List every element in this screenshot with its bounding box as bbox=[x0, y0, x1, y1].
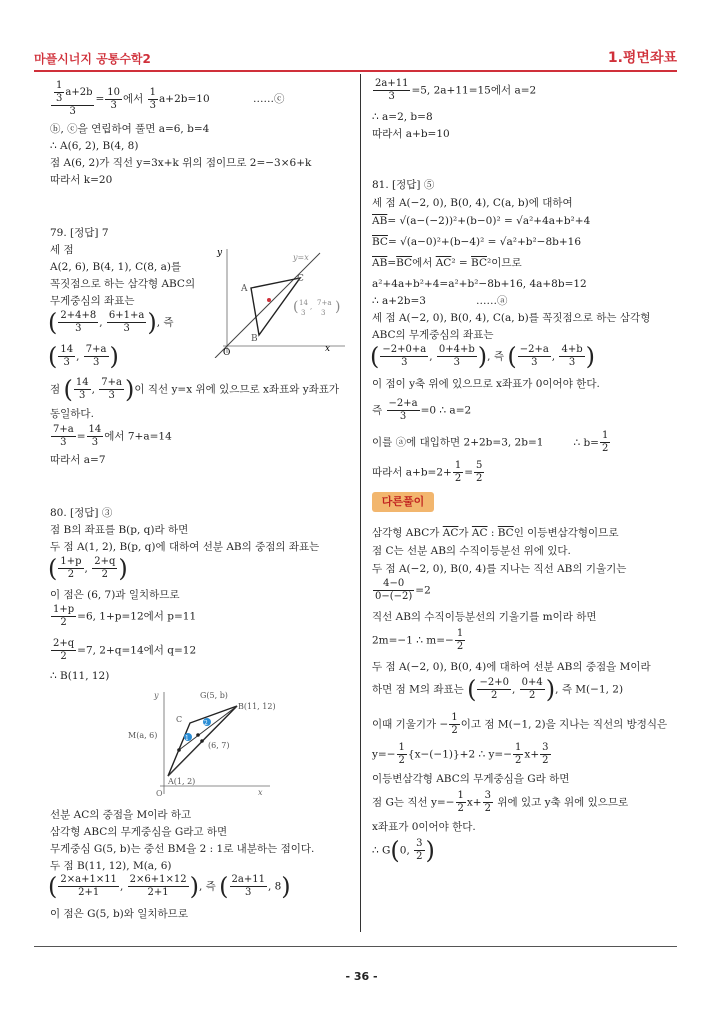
p80-line-f: $\frac{2+q}{2}$ =7, 2+q=14에서 q=12 bbox=[53, 638, 197, 662]
centroid-n2: 7+a bbox=[317, 299, 332, 307]
origin-label: O bbox=[223, 348, 231, 358]
p79-line-d: 무게중심의 좌표는 bbox=[50, 295, 135, 307]
left-line-3: ∴ A(6, 2), B(4, 8) bbox=[50, 140, 139, 152]
centroid-d2: 3 bbox=[321, 309, 326, 317]
p80-line-b: 두 점 A(1, 2), B(p, q)에 대하여 선분 AB의 중점의 좌표는 bbox=[50, 541, 320, 553]
p80-line-h: 선분 AC의 중점을 M이라 하고 bbox=[50, 809, 192, 821]
figure-79 bbox=[205, 243, 350, 358]
alt-line-f: 2m=−1 ∴ m=− $\frac{1}{2}$ bbox=[372, 628, 464, 652]
p79-line-c: 꼭짓점으로 하는 삼각형 ABC의 bbox=[50, 278, 196, 290]
left-line-5: 따라서 k=20 bbox=[50, 174, 113, 186]
footer-rule bbox=[34, 946, 677, 947]
p81-line-d: ∴ a+2b=3 ……ⓐ bbox=[372, 295, 508, 307]
p81-line-e: 세 점 A(−2, 0), B(0, 4), C(a, b)를 꼭짓점으로 하는 삼각형 bbox=[372, 312, 651, 324]
chapter-title: 1.평면좌표 bbox=[607, 50, 677, 66]
point-67 bbox=[200, 739, 204, 743]
line-label: y=x bbox=[293, 253, 309, 262]
point-g bbox=[196, 733, 200, 737]
p80-line-e: $\frac{1+p}{2}$ =6, 1+p=12에서 p=11 bbox=[53, 604, 197, 628]
p79-centroid-expr: ( $\frac{2+4+8}{3}$ , $\frac{6+1+a}{3}$ ), 즉 bbox=[48, 308, 174, 337]
alt-line-g: 두 점 A(−2, 0), B(0, 4)에 대하여 선분 AB의 중점을 M이라 bbox=[372, 661, 651, 673]
point-m-label: M(a, 6) bbox=[128, 731, 158, 740]
centroid-n1: 14 bbox=[299, 299, 308, 307]
x-label: x bbox=[258, 788, 263, 797]
header-rule bbox=[34, 70, 677, 72]
p81-line-c: a²+4a+b²+4=a²+b²−8b+16, 4a+8b=12 bbox=[372, 278, 587, 290]
alt-line-m: x좌표가 0이어야 한다. bbox=[372, 821, 476, 833]
column-divider bbox=[360, 74, 361, 932]
p79-line-k: 따라서 a=7 bbox=[50, 454, 106, 466]
point-b-label: B bbox=[251, 334, 258, 344]
svg-text:,: , bbox=[310, 303, 313, 311]
problem-79-title: 79. [정답] 7 bbox=[50, 227, 109, 239]
p79-line-i: 동일하다. bbox=[50, 408, 94, 420]
problem-80-title: 80. [정답] ③ bbox=[50, 507, 113, 519]
p79-line-h: 점 ( $\frac{14}{3}$ , $\frac{7+a}{3}$ )이 직선 y=x 위에 있으므로 x좌표와 y좌표가 bbox=[50, 375, 340, 404]
origin-label: O bbox=[156, 789, 163, 798]
point-b-label: B(11, 12) bbox=[238, 702, 276, 711]
alternate-solution-badge: 다른풀이 bbox=[372, 492, 434, 512]
alt-line-e: 직선 AB의 수직이등분선의 기울기를 m이라 하면 bbox=[372, 611, 597, 623]
y-label: y bbox=[154, 691, 159, 700]
left-line-4: 점 A(6, 2)가 직선 y=3x+k 위의 점이므로 2=−3×6+k bbox=[50, 157, 312, 169]
alt-line-k: 이등변삼각형 ABC의 무게중심을 G라 하면 bbox=[372, 773, 570, 785]
p80-midpoint-expr: ( $\frac{1+p}{2}$ , $\frac{2+q}{2}$ ) bbox=[48, 554, 128, 583]
p80-line-j: 무게중심 G(5, b)는 중선 BM을 2 : 1로 내분하는 점이다. bbox=[50, 843, 315, 855]
centroid-point bbox=[267, 298, 271, 302]
alt-line-a: 삼각형 ABC가 $\overline{AC}$가 $\overline{AC}$ : $\overline{BC}$인 이등변삼각형이므로 bbox=[372, 527, 619, 539]
alt-line-n: ∴ G(0, $\frac{3}{2}$ ) bbox=[372, 836, 435, 865]
left-line-1: $\frac{1}{3}$ a+2b 3 = $\frac{10}{3}$ 에서 $\frac{1}{3}$ a+2b=10 ……ⓒ bbox=[50, 80, 285, 118]
alt-line-l: 점 G는 직선 y=− $\frac{1}{2}$ x+ $\frac{3}{2}$ 위에 있고 y축 위에 있으므로 bbox=[372, 790, 629, 814]
svg-text:): ) bbox=[335, 299, 341, 315]
p80-line-d: 이 점은 (6, 7)과 일치하므로 bbox=[50, 589, 180, 601]
alt-line-h: 하면 점 M의 좌표는 ( $\frac{-2+0}{2}$ , $\frac{0+4}{2}$ ), 즉 M(−1, 2) bbox=[372, 675, 624, 704]
point-a-label: A bbox=[241, 284, 248, 294]
p81-centroid-expr: ( $\frac{-2+0+a}{3}$ , $\frac{0+4+b}{3}$ ), 즉 ( $\frac{-2+a}{3}$ , $\frac{4+b}{3}$ ) bbox=[370, 342, 596, 371]
centroid-d1: 3 bbox=[301, 309, 306, 317]
p81-line-bc: $\overline{BC}= √(a-0)^2+(b-4)^2 = √a^2+b^2-8b+16$ bbox=[372, 236, 582, 248]
book-title: 마플시너지 공통수학2 bbox=[34, 52, 151, 66]
p81-line-a: 세 점 A(−2, 0), B(0, 4), C(a, b)에 대하여 bbox=[372, 197, 573, 209]
p80-division-expr: ( $\frac{2\times a+1\times 11}{2+1}$ , $\frac{2\times 6+1\times 12}{2+1}$ ), 즉 ( $\frac{2a+11}{3}$ , 8) bbox=[48, 872, 291, 901]
p80-line-k: 두 점 B(11, 12), M(a, 6) bbox=[50, 860, 172, 872]
left-line-2: ⓑ, ⓒ을 연립하여 풀면 a=6, b=4 bbox=[50, 123, 210, 135]
p81-line-h: 이 점이 y축 위에 있으므로 x좌표가 0이어야 한다. bbox=[372, 378, 600, 390]
p80-line-g: ∴ B(11, 12) bbox=[50, 670, 110, 682]
alt-line-c: 두 점 A(−2, 0), B(0, 4)를 지나는 직선 AB의 기울기는 bbox=[372, 563, 627, 575]
p79-line-j: $\frac{7+a}{3}$ = $\frac{14}{3}$ 에서 7+a=14 bbox=[53, 424, 172, 448]
point-67-label: (6, 7) bbox=[208, 741, 230, 750]
alt-line-b: 점 C는 선분 AB의 수직이등분선 위에 있다. bbox=[372, 545, 571, 557]
alt-line-j: y=− $\frac{1}{2}$ {x−(−1)}+2 ∴ y=− $\frac{1}{2}$ x+ $\frac{3}{2}$ bbox=[372, 742, 549, 766]
figure-80 bbox=[120, 686, 290, 804]
x-label: x bbox=[325, 344, 331, 354]
svg-text:(: ( bbox=[293, 299, 299, 315]
p81-line-f: ABC의 무게중심의 좌표는 bbox=[372, 329, 494, 341]
y-label: y bbox=[217, 248, 223, 258]
point-g-label: G(5, b) bbox=[200, 691, 228, 700]
right-line-2: ∴ a=2, b=8 bbox=[372, 111, 433, 123]
p81-line-i: 즉 $\frac{-2+a}{3}$ =0 ∴ a=2 bbox=[372, 398, 472, 422]
p81-line-j: 이를 ⓐ에 대입하면 2+2b=3, 2b=1 ∴ b= $\frac{1}{2}$ bbox=[372, 430, 609, 454]
problem-81-title: 81. [정답] ⑤ bbox=[372, 179, 435, 191]
ratio-two-label: 2 bbox=[204, 720, 208, 727]
p81-line-k: 따라서 a+b=2+ $\frac{1}{2}$ = $\frac{5}{2}$ bbox=[372, 460, 483, 484]
fraction: $\frac{1}{3}$ a+2b 3 bbox=[51, 80, 94, 118]
alt-line-d: $\frac{4-0}{0-(-2)}$ =2 bbox=[375, 578, 431, 602]
point-m bbox=[177, 748, 181, 752]
p79-line-b: A(2, 6), B(4, 1), C(8, a)를 bbox=[50, 261, 182, 273]
p79-centroid-simplified: ( $\frac{14}{3}$ , $\frac{7+a}{3}$ ) bbox=[48, 342, 119, 371]
ratio-one-label: 1 bbox=[185, 735, 189, 742]
page-number: - 36 - bbox=[345, 970, 378, 983]
p80-line-m: 이 점은 G(5, b)와 일치하므로 bbox=[50, 908, 188, 920]
p81-line-eq: $\overline{AB}=\overline{BC}$에서 $\overline{AC}^2 = \overline{BC}^2$이므로 bbox=[372, 257, 522, 269]
point-c-label: C bbox=[297, 274, 304, 284]
alt-line-i: 이때 기울기가 − $\frac{1}{2}$ 이고 점 M(−1, 2)을 지나는 직선의 방정식은 bbox=[372, 712, 668, 736]
point-c-label: C bbox=[176, 715, 183, 724]
p81-line-ab: $\overline{AB}= √(a-(-2))^2+(b-0)^2 = √a^2+4a+b^2+4$ bbox=[372, 215, 591, 227]
point-a-label: A(1, 2) bbox=[168, 777, 196, 786]
p80-line-i: 삼각형 ABC의 무게중심을 G라고 하면 bbox=[50, 826, 228, 838]
right-line-1: $\frac{2a+11}{3}$ =5, 2a+11=15에서 a=2 bbox=[375, 78, 537, 102]
right-line-3: 따라서 a+b=10 bbox=[372, 128, 450, 140]
p80-line-a: 점 B의 좌표를 B(p, q)라 하면 bbox=[50, 524, 189, 536]
p79-line-a: 세 점 bbox=[50, 244, 74, 256]
